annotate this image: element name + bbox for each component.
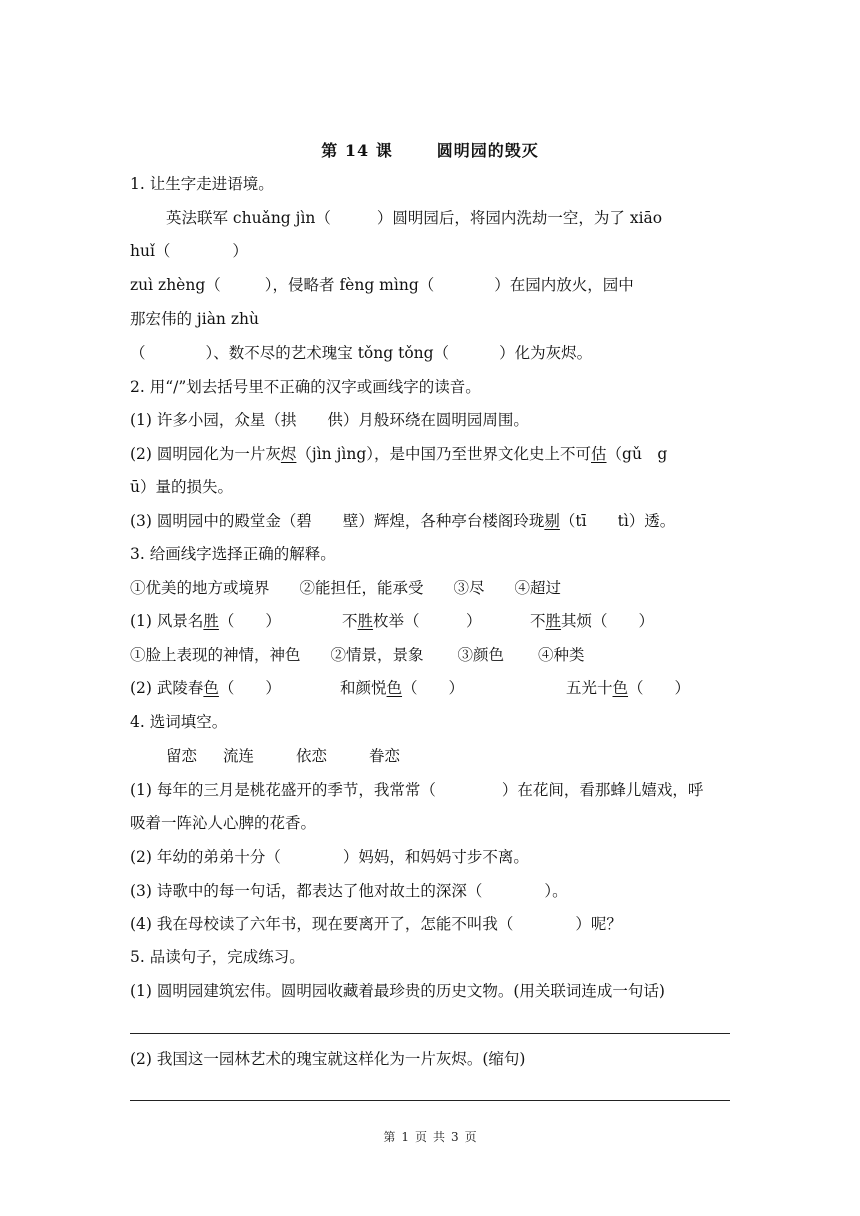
q4-sentence1-cont: 吸着一阵沁人心脾的花香。: [130, 814, 317, 832]
q1-line5: （ ）、数不尽的艺术瑰宝 tǒng tǒng（ ）化为灰烬。: [130, 344, 593, 362]
q5-answer-line-2[interactable]: [130, 1100, 730, 1101]
q4-sentence2: (2) 年幼的弟弟十分（ ）妈妈，和妈妈寸步不离。: [130, 848, 529, 866]
q5-sentence2: (2) 我国这一园林艺术的瑰宝就这样化为一片灰烬。(缩句): [130, 1050, 526, 1068]
q4-heading: 4. 选词填空。: [130, 713, 228, 731]
q2-sentence3: (3) 圆明园中的殿堂金（碧 壁）辉煌，各种亭台楼阁玲珑剔（tī tì）透。: [130, 512, 676, 530]
q4-sentence1: (1) 每年的三月是桃花盛开的季节，我常常（ ）在花间，看那蜂儿嬉戏，呼: [130, 781, 704, 799]
q2-sentence2: (2) 圆明园化为一片灰烬（jìn jìng），是中国乃至世界文化史上不可估（gǔ g: [130, 445, 668, 463]
q2-sentence2-cont: ū）量的损失。: [130, 478, 233, 496]
q1-line4: 那宏伟的 jiàn zhù: [130, 310, 259, 328]
q4-word-bank: 留恋 流连 依恋 眷恋: [166, 747, 401, 765]
q3-options1: ①优美的地方或境界 ②能担任，能承受 ③尽 ④超过: [130, 579, 562, 597]
lesson-number: 第 14 课: [321, 141, 393, 160]
current-page: 1: [401, 1130, 409, 1144]
page-footer: 第 1 页 共 3 页: [383, 1130, 477, 1144]
q4-sentence3: (3) 诗歌中的每一句话，都表达了他对故土的深深（ ）。: [130, 882, 568, 900]
worksheet-page: 第 14 课 圆明园的毁灭 1. 让生字走进语境。 英法联军 chuǎng jìn（ ）圆明园后，将园内洗劫一空，为了 xiāo huǐ（ ） zuì zhèng（ ），侵略者 fèng mìng（ ）在园内放火，园中 那宏伟的 jiàn zhù （ ）、数不尽的艺术瑰宝 tǒng tǒng（ ）化为灰烬。 2. 用“/”划去括号里不正确的汉字或画线字的读音。 (1) 许多小园，众星（拱 供）月般环绕在圆明园周围。 (2) 圆明园化为一片灰烬（jìn jìng），是中国乃至世界文化史上不可估（gǔ g ū）量的损失。 (3) 圆明园中的殿堂金（碧 壁）辉煌，各种亭台楼阁玲珑剔（tī tì）透。 3. 给画线字选择正确的解释。 ①优美的地方或境界 ②能担任，能承受 ③尽 ④超过 (1) 风景名胜（ ） 不胜枚举（ ） 不胜其烦（ ） ①脸上表现的神情，神色 ②情景，景象 ③颜色 ④种类 (2) 武陵春色（ ） 和颜悦色（ ） 五光十色（ ） 4. 选词填空。 留恋 流连 依恋 眷恋 (1) 每年的三月是桃花盛开的季节，我常常（ ）在花间，看那蜂儿嬉戏，呼 吸着一阵沁人心脾的花香。 (2) 年幼的弟弟十分（ ）妈妈，和妈妈寸步不离。 (3) 诗歌中的每一句话，都表达了他对故土的深深（ ）。 (4) 我在母校读了六年书，现在要离开了，怎能不叫我（ ）呢？ 5. 品读句子，完成练习。 (1) 圆明园建筑宏伟。圆明园收藏着最珍贵的历史文物。(用关联词连成一句话) (2) 我国这一园林艺术的瑰宝就这样化为一片灰烬。(缩句) 第 1 页 共 3 页: [0, 0, 860, 1216]
q1-heading: 1. 让生字走进语境。: [130, 175, 274, 193]
q4-sentence4: (4) 我在母校读了六年书，现在要离开了，怎能不叫我（ ）呢？: [130, 915, 622, 933]
q1-line2: huǐ（ ）: [130, 242, 248, 260]
q2-sentence1: (1) 许多小园，众星（拱 供）月般环绕在圆明园周围。: [130, 411, 529, 429]
lesson-name: 圆明园的毁灭: [436, 141, 539, 160]
q5-answer-line-1[interactable]: [130, 1033, 730, 1034]
page-title: [0, 138, 860, 161]
q1-line1: 英法联军 chuǎng jìn（ ）圆明园后，将园内洗劫一空，为了 xiāo: [166, 209, 663, 227]
q5-sentence1: (1) 圆明园建筑宏伟。圆明园收藏着最珍贵的历史文物。(用关联词连成一句话): [130, 982, 665, 1000]
q5-heading: 5. 品读句子，完成练习。: [130, 948, 305, 966]
q3-heading: 3. 给画线字选择正确的解释。: [130, 545, 336, 563]
q1-line3: zuì zhèng（ ），侵略者 fèng mìng（ ）在园内放火，园中: [130, 276, 634, 294]
q3-options2: ①脸上表现的神情，神色 ②情景，景象 ③颜色 ④种类: [130, 646, 585, 664]
total-pages: 3: [451, 1130, 459, 1144]
q2-heading: 2. 用“/”划去括号里不正确的汉字或画线字的读音。: [130, 378, 481, 396]
